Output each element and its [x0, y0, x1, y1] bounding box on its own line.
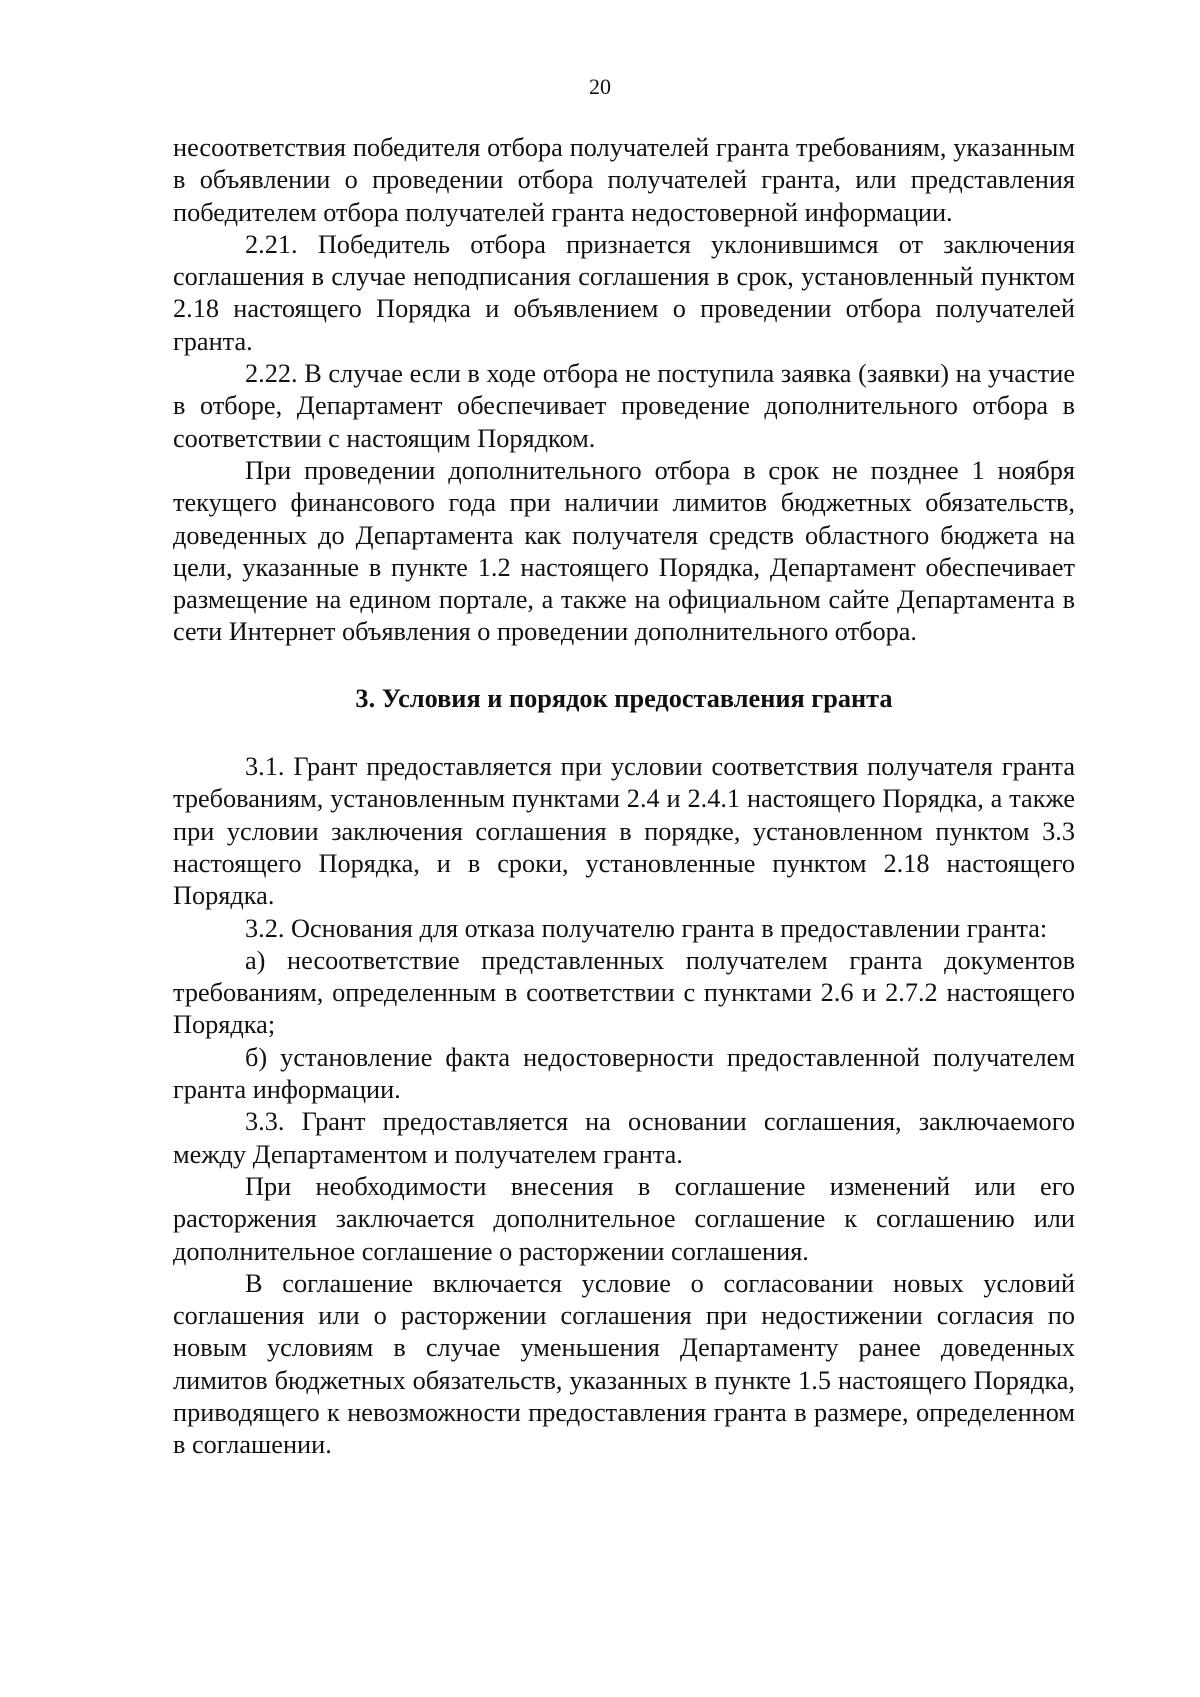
paragraph-3-2-a: а) несоответствие представленных получателем гранта документов требованиям, определенным в соответствии с пунктами 2.6 и 2.7.2 настоящего Порядка; [173, 945, 1075, 1040]
paragraph-3-2-b: б) установление факта недостоверности предоставленной получателем гранта информации. [173, 1042, 1075, 1105]
paragraph-3-1: 3.1. Грант предоставляется при условии соответствия получателя гранта требованиям, установленным пунктами 2.4 и 2.4.1 настоящего Порядка, а также при условии заключения соглашения в порядке, установленном пунктом 3.3 настоящего Порядка, и в сроки, установленные пунктом 2.18 настоящего Порядка. [173, 752, 1075, 911]
document-body [173, 132, 1075, 1462]
paragraph-3-3: 3.3. Грант предоставляется на основании соглашения, заключаемого между Департаментом и получателем гранта. [173, 1107, 1075, 1169]
paragraph-3-2: 3.2. Основания для отказа получателю гранта в предоставлении гранта: [245, 913, 1048, 943]
paragraph-2-21: 2.21. Победитель отбора признается уклонившимся от заключения соглашения в случае неподписания соглашения в срок, установленный пунктом 2.18 настоящего Порядка и объявлением о проведении отбора получателей гранта. [173, 229, 1075, 356]
paragraph-2-22: 2.22. В случае если в ходе отбора не поступила заявка (заявки) на участие в отборе, Департамент обеспечивает проведение дополнительного отбора в соответствии с настоящим Порядком. [173, 359, 1075, 453]
section-heading: 3. Условия и порядок предоставления гранта [355, 683, 893, 713]
paragraph-continuation: несоответствия победителя отбора получателей гранта требованиям, указанным в объявлении о проведении отбора получателей гранта, или представления победителем отбора получателей гранта недостоверной информации. [173, 133, 1075, 227]
paragraph-amendments: При необходимости внесения в соглашение изменений или его расторжения заключается дополнительное соглашение к соглашению или дополнительное соглашение о расторжении соглашения. [173, 1171, 1075, 1266]
paragraph-additional-selection: При проведении дополнительного отбора в срок не позднее 1 ноября текущего финансового года при наличии лимитов бюджетных обязательств, доведенных до Департамента как получателя средств областного бюджета на цели, указанные в пункте 1.2 настоящего Порядка, Департамент обеспечивает размещение на едином портале, а также на официальном сайте Департамента в сети Интернет объявления о проведении дополнительного отбора. [173, 455, 1075, 647]
paragraph-new-conditions: В соглашение включается условие о согласовании новых условий соглашения или о расторжении соглашения при недостижении согласия по новым условиям в случае уменьшения Департаменту ранее доведенных лимитов бюджетных обязательств, указанных в пункте 1.5 настоящего Порядка, приводящего к невозможности предоставления гранта в размере, определенном в соглашении. [173, 1268, 1075, 1460]
page-number: 20 [589, 74, 611, 99]
